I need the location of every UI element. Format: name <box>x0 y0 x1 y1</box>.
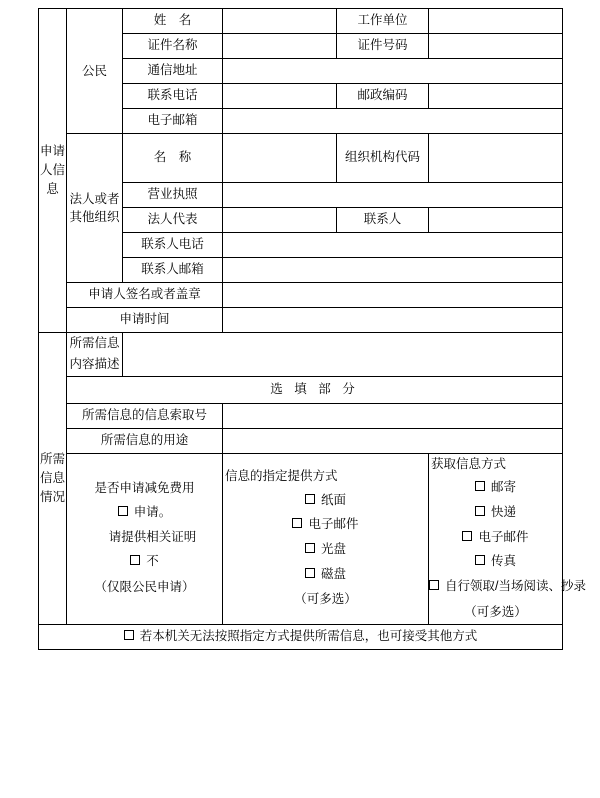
table-row <box>39 134 563 183</box>
field-contact-email[interactable] <box>223 258 563 283</box>
checkbox-icon[interactable] <box>429 580 439 590</box>
table-row <box>39 403 563 428</box>
label-work-unit: 工作单位 <box>337 9 429 34</box>
obtain-note: （可多选） <box>464 604 527 619</box>
fee-waiver-option-proof: 请提供相关证明 <box>108 529 197 544</box>
delivery-option-disk[interactable]: 磁盘 <box>223 567 428 583</box>
optional-section-header: 选 填 部 分 <box>67 376 563 403</box>
field-index-number[interactable] <box>223 403 563 428</box>
checkbox-icon[interactable] <box>130 555 140 565</box>
field-contact-phone[interactable] <box>223 233 563 258</box>
field-legal-rep[interactable] <box>223 208 337 233</box>
field-email[interactable] <box>223 109 563 134</box>
information-request-form <box>38 8 586 650</box>
field-org-name[interactable] <box>223 134 337 183</box>
obtain-option-pickup[interactable]: 自行领取/当场阅读、抄录 <box>429 579 562 595</box>
delivery-option-paper[interactable]: 纸面 <box>223 493 428 509</box>
obtain-option-email[interactable]: 电子邮件 <box>429 530 562 546</box>
table-row <box>39 453 563 624</box>
group-label-legal-entity: 法人或者其他组织 <box>67 134 123 283</box>
field-business-license[interactable] <box>223 183 563 208</box>
label-apply-time: 申请时间 <box>67 308 223 333</box>
field-name[interactable] <box>223 9 337 34</box>
checkbox-icon[interactable] <box>305 543 315 553</box>
obtain-option-fax[interactable]: 传真 <box>429 554 562 570</box>
fee-waiver-title: 是否申请减免费用 <box>94 481 195 496</box>
label-email: 电子邮箱 <box>123 109 223 134</box>
section-label-needs: 所需信息情况 <box>39 333 67 625</box>
checkbox-icon[interactable] <box>292 518 302 528</box>
table-row <box>39 333 563 377</box>
checkbox-icon[interactable] <box>118 506 128 516</box>
field-apply-time[interactable] <box>223 308 563 333</box>
label-address: 通信地址 <box>123 59 223 84</box>
delivery-option-cd[interactable]: 光盘 <box>223 542 428 558</box>
field-work-unit[interactable] <box>429 9 563 34</box>
obtain-method-title: 获取信息方式 <box>431 456 507 471</box>
checkbox-icon[interactable] <box>475 555 485 565</box>
checkbox-icon[interactable] <box>462 531 472 541</box>
table-row <box>39 9 563 34</box>
label-content-description: 所需信息内容描述 <box>67 333 123 377</box>
obtain-method-block <box>429 453 586 624</box>
delivery-method-title: 信息的指定提供方式 <box>225 469 338 484</box>
label-org-code: 组织机构代码 <box>337 134 429 183</box>
obtain-option-mail[interactable]: 邮寄 <box>429 480 562 496</box>
checkbox-icon[interactable] <box>305 494 315 504</box>
label-id-type: 证件名称 <box>123 34 223 59</box>
fee-waiver-option-apply[interactable]: 申请。 <box>67 505 222 521</box>
field-address[interactable] <box>223 59 563 84</box>
label-phone: 联系电话 <box>123 84 223 109</box>
label-name: 姓 名 <box>123 9 223 34</box>
delivery-option-email[interactable]: 电子邮件 <box>223 517 428 533</box>
label-id-number: 证件号码 <box>337 34 429 59</box>
label-purpose: 所需信息的用途 <box>67 428 223 453</box>
table-row <box>39 376 563 403</box>
obtain-option-express[interactable]: 快递 <box>429 505 562 521</box>
label-index-number: 所需信息的信息索取号 <box>67 403 223 428</box>
label-contact-phone: 联系人电话 <box>123 233 223 258</box>
label-contact-person: 联系人 <box>337 208 429 233</box>
footer-note-text: 若本机关无法按照指定方式提供所需信息，也可接受其他方式 <box>139 628 478 643</box>
label-legal-rep: 法人代表 <box>123 208 223 233</box>
table-row <box>39 308 563 333</box>
field-content-description[interactable] <box>123 333 563 377</box>
checkbox-icon[interactable] <box>475 481 485 491</box>
label-contact-email: 联系人邮箱 <box>123 258 223 283</box>
fee-waiver-note: （仅限公民申请） <box>94 579 195 594</box>
label-signature: 申请人签名或者盖章 <box>67 283 223 308</box>
section-label-applicant: 申请人信息 <box>39 9 67 333</box>
delivery-note: （可多选） <box>294 592 357 607</box>
field-org-code[interactable] <box>429 134 563 183</box>
label-business-license: 营业执照 <box>123 183 223 208</box>
checkbox-icon[interactable] <box>124 630 134 640</box>
label-org-name: 名 称 <box>123 134 223 183</box>
field-postcode[interactable] <box>429 84 563 109</box>
field-signature[interactable] <box>223 283 563 308</box>
table-row <box>39 428 563 453</box>
field-contact-person[interactable] <box>429 208 563 233</box>
group-label-citizen: 公民 <box>67 9 123 134</box>
fee-waiver-option-no[interactable]: 不 <box>67 554 222 570</box>
checkbox-icon[interactable] <box>305 568 315 578</box>
table-row <box>39 283 563 308</box>
field-id-type[interactable] <box>223 34 337 59</box>
field-id-number[interactable] <box>429 34 563 59</box>
field-purpose[interactable] <box>223 428 563 453</box>
delivery-method-block <box>223 453 429 624</box>
checkbox-icon[interactable] <box>475 506 485 516</box>
table-row <box>39 624 563 649</box>
label-postcode: 邮政编码 <box>337 84 429 109</box>
field-phone[interactable] <box>223 84 337 109</box>
footer-acceptance-row[interactable] <box>39 624 563 649</box>
fee-waiver-block <box>67 453 223 624</box>
